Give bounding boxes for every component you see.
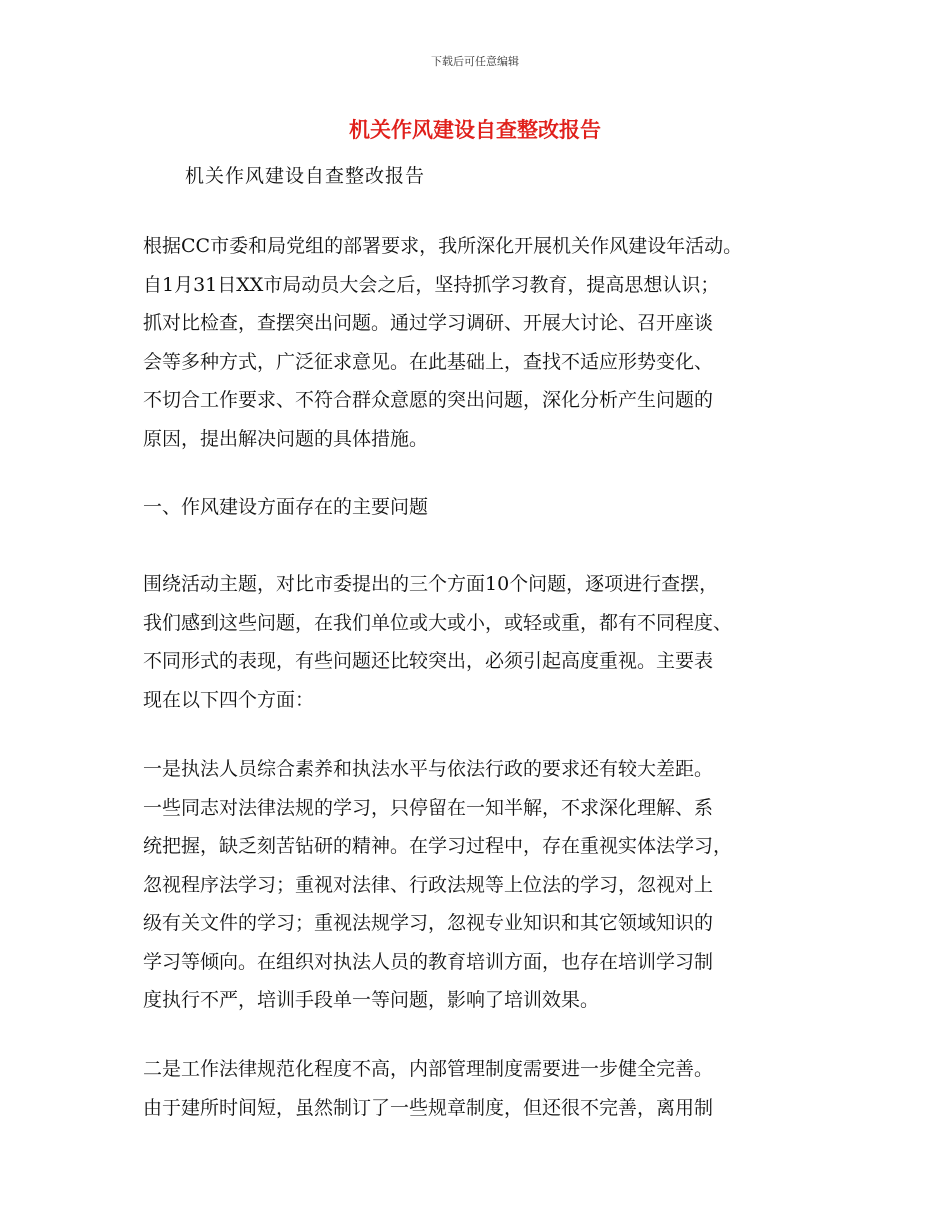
paragraph-line: 二是工作法律规范化程度不高，内部管理制度需要进一步健全完善。: [143, 1058, 714, 1080]
paragraph-line: 一些同志对法律法规的学习，只停留在一知半解，不求深化理解、系: [143, 796, 714, 819]
paragraph-line: 不同形式的表现，有些问题还比较突出，必须引起高度重视。主要表: [143, 650, 714, 672]
paragraph-line: 围绕活动主题，对比市委提出的三个方面10个问题，逐项进行查摆，: [143, 573, 719, 595]
paragraph-line: 学习等倾向。在组织对执法人员的教育培训方面，也存在培训学习制: [143, 950, 714, 973]
paragraph-line: 统把握，缺乏刻苦钻研的精神。在学习过程中，存在重视实体法学习，: [143, 835, 733, 857]
paragraph-line: 会等多种方式，广泛征求意见。在此基础上，查找不适应形势变化、: [143, 350, 714, 373]
paragraph-line: 我们感到这些问题，在我们单位或大或小，或轻或重，都有不同程度、: [143, 611, 733, 634]
paragraph-line: 不切合工作要求、不符合群众意愿的突出问题，深化分析产生问题的: [143, 389, 714, 411]
paragraph-issue-one: [143, 750, 823, 1020]
paragraph-intro: [143, 227, 823, 458]
paragraph-line: 级有关文件的学习；重视法规学习，忽视专业知识和其它领域知识的: [143, 912, 714, 934]
paragraph-line: 一是执法人员综合素养和执法水平与依法行政的要求还有较大差距。: [143, 758, 714, 780]
paragraph-line: 根据CC市委和局党组的部署要求，我所深化开展机关作风建设年活动。: [143, 235, 743, 257]
section-heading-text: 一、作风建设方面存在的主要问题: [143, 496, 429, 518]
document-subtitle: 机关作风建设自查整改报告: [185, 165, 426, 187]
paragraph-line: 由于建所时间短，虽然制订了一些规章制度，但还很不完善，离用制: [143, 1096, 714, 1119]
paragraph-overview: [143, 565, 823, 719]
paragraph-line: 自1月31日XX市局动员大会之后，坚持抓学习教育，提高思想认识；: [143, 273, 720, 296]
paragraph-line: 原因，提出解决问题的具体措施。: [143, 427, 429, 450]
header-note: 下载后可任意编辑: [431, 55, 519, 68]
document-title: 机关作风建设自查整改报告: [349, 118, 601, 142]
paragraph-issue-two: [143, 1050, 823, 1127]
paragraph-line: 忽视程序法学习；重视对法律、行政法规等上位法的学习，忽视对上: [143, 873, 714, 896]
paragraph-line: 度执行不严，培训手段单一等问题，影响了培训效果。: [143, 989, 600, 1011]
section-heading: [143, 488, 823, 527]
paragraph-line: 抓对比检查，查摆突出问题。通过学习调研、开展大讨论、召开座谈: [143, 312, 714, 334]
paragraph-line: 现在以下四个方面：: [143, 688, 315, 711]
